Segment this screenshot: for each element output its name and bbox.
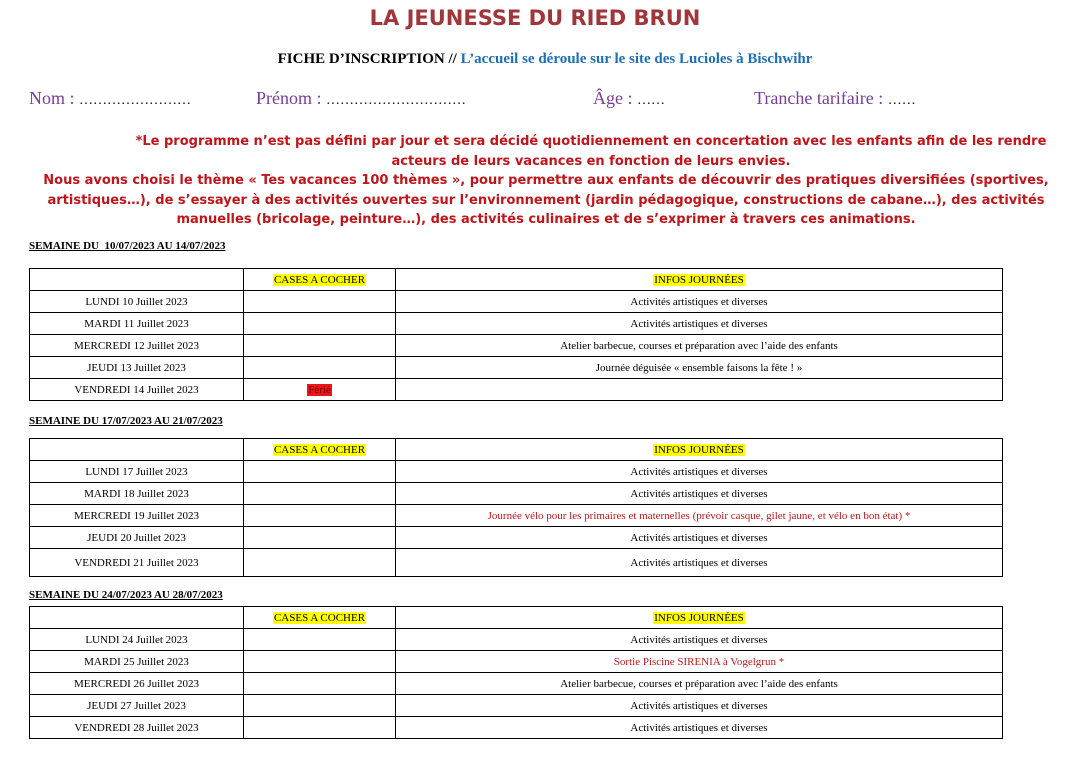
info-cell: Journée vélo pour les primaires et maternelles (prévoir casque, gilet jaune, et vélo en bon état) *: [396, 505, 1003, 527]
day-cell: JEUDI 27 Juillet 2023: [30, 695, 244, 717]
table-header-row: [30, 439, 1003, 461]
checkbox-cell[interactable]: [244, 335, 396, 357]
prenom-label: Prénom :: [256, 88, 322, 108]
day-cell: MERCREDI 26 Juillet 2023: [30, 673, 244, 695]
notice-line-1: *Le programme n’est pas défini par jour et sera décidé quotidiennement en concertation avec les enfants afin de les rendre acteurs de leurs vacances en fonction de leurs envies.: [135, 134, 1047, 169]
subtitle-location: L’accueil se déroule sur le site des Lucioles à Bischwihr: [460, 51, 813, 67]
checkbox-cell[interactable]: [244, 483, 396, 505]
info-cell: Activités artistiques et diverses: [396, 313, 1003, 335]
header-check-label: CASES A COCHER: [273, 443, 366, 456]
header-info-cell: [396, 607, 1003, 629]
checkbox-cell[interactable]: [244, 717, 396, 739]
subtitle: [0, 51, 1070, 68]
week-3-title: SEMAINE DU 24/07/2023 AU 28/07/2023: [29, 589, 223, 601]
info-cell: Activités artistiques et diverses: [396, 549, 1003, 577]
day-cell: VENDREDI 28 Juillet 2023: [30, 717, 244, 739]
table-header-row: [30, 607, 1003, 629]
day-cell: JEUDI 13 Juillet 2023: [30, 357, 244, 379]
table-row: [30, 717, 1003, 739]
header-day-cell: [30, 607, 244, 629]
table-row: [30, 549, 1003, 577]
info-cell: [396, 379, 1003, 401]
header-check-label: CASES A COCHER: [273, 611, 366, 624]
info-cell: Atelier barbecue, courses et préparation avec l’aide des enfants: [396, 673, 1003, 695]
header-check-cell: [244, 439, 396, 461]
table-row: [30, 483, 1003, 505]
checkbox-cell[interactable]: [244, 461, 396, 483]
week-1-table: [29, 268, 1003, 401]
tranche-dots: ……: [887, 93, 916, 108]
week-1-title: SEMAINE DU 10/07/2023 AU 14/07/2023: [29, 240, 226, 252]
week-2-title: SEMAINE DU 17/07/2023 AU 21/07/2023: [29, 415, 223, 427]
header-day-cell: [30, 439, 244, 461]
checkbox-cell[interactable]: [244, 313, 396, 335]
day-cell: JEUDI 20 Juillet 2023: [30, 527, 244, 549]
age-label: Âge :: [593, 88, 633, 108]
table-row: [30, 379, 1003, 401]
header-info-label: INFOS JOURNÉES: [654, 611, 744, 624]
subtitle-form-label: FICHE D’INSCRIPTION //: [277, 51, 457, 67]
header-check-cell: [244, 269, 396, 291]
info-cell: Activités artistiques et diverses: [396, 717, 1003, 739]
table-row: [30, 527, 1003, 549]
age-field[interactable]: [593, 88, 665, 109]
program-notice: [26, 132, 1066, 230]
info-cell: Atelier barbecue, courses et préparation avec l’aide des enfants: [396, 335, 1003, 357]
day-cell: MERCREDI 12 Juillet 2023: [30, 335, 244, 357]
day-cell: MARDI 25 Juillet 2023: [30, 651, 244, 673]
holiday-badge: Férié: [308, 383, 331, 396]
page-title: LA JEUNESSE DU RIED BRUN: [369, 6, 701, 30]
week-3-table: [29, 606, 1003, 739]
day-cell: LUNDI 17 Juillet 2023: [30, 461, 244, 483]
nom-dots: ……………………: [79, 93, 192, 108]
table-row: [30, 357, 1003, 379]
checkbox-cell[interactable]: [244, 527, 396, 549]
nom-label: Nom :: [29, 88, 75, 108]
table-row: [30, 651, 1003, 673]
header-day-cell: [30, 269, 244, 291]
info-cell: Activités artistiques et diverses: [396, 695, 1003, 717]
checkbox-cell[interactable]: [244, 549, 396, 577]
header-info-label: INFOS JOURNÉES: [654, 273, 744, 286]
checkbox-cell[interactable]: [244, 357, 396, 379]
header-info-label: INFOS JOURNÉES: [654, 443, 744, 456]
table-row: [30, 461, 1003, 483]
notice-line-2: Nous avons choisi le thème « Tes vacances 100 thèmes », pour permettre aux enfants de découvrir des pratiques diversifiées (sportives, artistiques…), de s’essayer à des activités ouvertes sur l’environnement (jardin pédagogique, constructions de cabane…), des activités manuelles (bricolage, peinture…), des activités culinaires et de s’exprimer à travers ces animations.: [43, 173, 1049, 227]
info-cell: Sortie Piscine SIRENIA à Vogelgrun *: [396, 651, 1003, 673]
table-row: [30, 695, 1003, 717]
day-cell: MARDI 18 Juillet 2023: [30, 483, 244, 505]
table-header-row: [30, 269, 1003, 291]
table-row: [30, 505, 1003, 527]
info-cell: Activités artistiques et diverses: [396, 291, 1003, 313]
checkbox-cell[interactable]: [244, 291, 396, 313]
day-cell: VENDREDI 14 Juillet 2023: [30, 379, 244, 401]
tranche-field[interactable]: [754, 88, 916, 109]
checkbox-cell[interactable]: [244, 673, 396, 695]
info-cell: Activités artistiques et diverses: [396, 527, 1003, 549]
day-cell: MERCREDI 19 Juillet 2023: [30, 505, 244, 527]
info-cell: Activités artistiques et diverses: [396, 483, 1003, 505]
header-check-label: CASES A COCHER: [273, 273, 366, 286]
table-row: [30, 673, 1003, 695]
header-info-cell: [396, 439, 1003, 461]
header-check-cell: [244, 607, 396, 629]
prenom-dots: …………………………: [326, 93, 466, 108]
checkbox-cell[interactable]: [244, 651, 396, 673]
info-cell: Activités artistiques et diverses: [396, 629, 1003, 651]
table-row: [30, 629, 1003, 651]
info-cell: Journée déguisée « ensemble faisons la fête ! »: [396, 357, 1003, 379]
prenom-field[interactable]: [256, 88, 466, 109]
age-dots: ……: [637, 93, 665, 108]
info-cell: Activités artistiques et diverses: [396, 461, 1003, 483]
table-row: [30, 313, 1003, 335]
header-info-cell: [396, 269, 1003, 291]
nom-field[interactable]: [29, 88, 191, 109]
tranche-label: Tranche tarifaire :: [754, 88, 884, 108]
day-cell: LUNDI 24 Juillet 2023: [30, 629, 244, 651]
day-cell: MARDI 11 Juillet 2023: [30, 313, 244, 335]
checkbox-cell[interactable]: [244, 629, 396, 651]
day-cell: VENDREDI 21 Juillet 2023: [30, 549, 244, 577]
week-2-table: [29, 438, 1003, 577]
day-cell: LUNDI 10 Juillet 2023: [30, 291, 244, 313]
checkbox-cell[interactable]: [244, 379, 396, 401]
table-row: [30, 291, 1003, 313]
table-row: [30, 335, 1003, 357]
checkbox-cell[interactable]: [244, 695, 396, 717]
checkbox-cell[interactable]: [244, 505, 396, 527]
